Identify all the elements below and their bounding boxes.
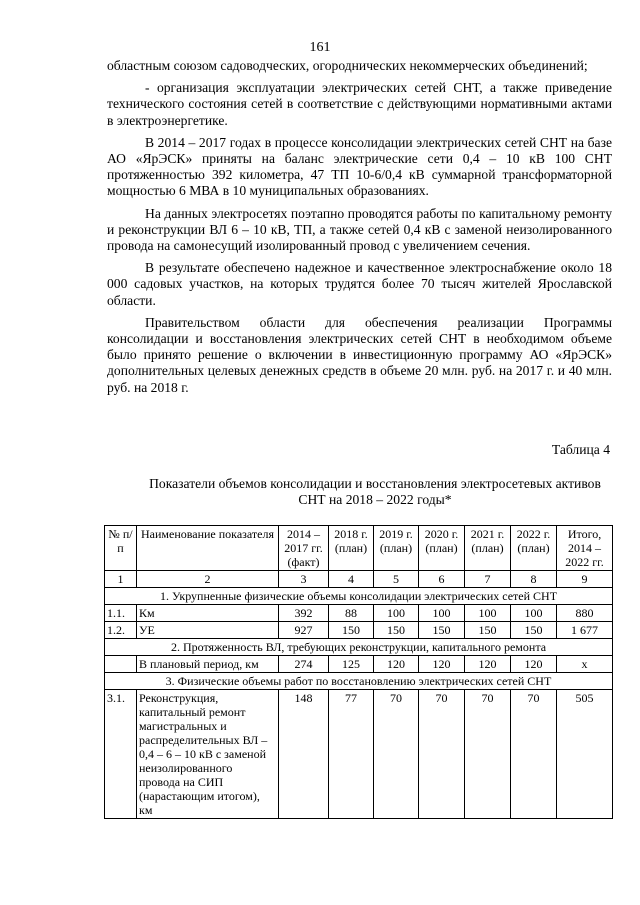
paragraph: В 2014 – 2017 годах в процессе консолидации электрических сетей СНТ на базе АО «ЯрЭСК» приняты на баланс электрические сети 0,4 – 10 кВ 100 СНТ протяженностью 392 километра, 47 ТП 10-6/0,4 кВ суммарной трансформаторной мощностью 6 МВА в 10 муниципальных образованиях. (107, 134, 612, 199)
table-row (105, 622, 613, 639)
header-cell: Итого, 2014 – 2022 гг. (557, 526, 613, 571)
table-cell: 150 (329, 622, 374, 639)
table-cell: 150 (374, 622, 419, 639)
paragraph: На данных электросетях поэтапно проводятся работы по капитальному ремонту и реконструкции ВЛ 6 – 10 кВ, ТП, а также сетей 0,4 кВ с заменой неизолированного провода на самонесущий изолированный провод с увеличением сечения. (107, 205, 612, 254)
header-cell: 2019 г. (план) (374, 526, 419, 571)
table-cell: Км (137, 605, 279, 622)
table-cell: 148 (279, 690, 329, 819)
table-cell: 1 677 (557, 622, 613, 639)
table-cell: 70 (511, 690, 557, 819)
header-cell: Наименование показателя (137, 526, 279, 571)
header-cell: 2022 г. (план) (511, 526, 557, 571)
table-cell: 100 (465, 605, 511, 622)
paragraph: - организация эксплуатации электрических сетей СНТ, а также приведение технического состояния сетей в соответствие с действующими нормативными актами в электроэнергетике. (107, 80, 612, 128)
table-cell: 125 (329, 656, 374, 673)
table-row (105, 656, 613, 673)
table-cell: 1.2. (105, 622, 137, 639)
paragraph: Правительством области для обеспечения реализации Программы консолидации и восстановления электрических сетей СНТ в необходимом объеме было принято решение о включении в инвестиционную программу АО «ЯрЭСК» дополнительных целевых денежных средств в объеме 20 млн. руб. на 2017 г. и 40 млн. руб. на 2018 г. (107, 314, 612, 395)
indicators-table (104, 525, 613, 819)
table-cell: 392 (279, 605, 329, 622)
column-number: 3 (279, 571, 329, 588)
header-cell: 2021 г. (план) (465, 526, 511, 571)
table-cell: х (557, 656, 613, 673)
table-cell: 150 (419, 622, 465, 639)
header-cell: 2018 г. (план) (329, 526, 374, 571)
header-cell: 2014 – 2017 гг. (факт) (279, 526, 329, 571)
table-cell: 120 (465, 656, 511, 673)
table-cell: 880 (557, 605, 613, 622)
table-cell: 1.1. (105, 605, 137, 622)
column-number: 5 (374, 571, 419, 588)
table-cell: 70 (374, 690, 419, 819)
paragraph: областным союзом садоводческих, огороднических некоммерческих объединений; (107, 58, 588, 73)
column-number: 2 (137, 571, 279, 588)
table-cell: УЕ (137, 622, 279, 639)
table-cell: В плановый период, км (137, 656, 279, 673)
header-cell: 2020 г. (план) (419, 526, 465, 571)
table-cell: 3.1. (105, 690, 137, 819)
table-cell: 120 (374, 656, 419, 673)
table-cell: 927 (279, 622, 329, 639)
table-cell: 100 (511, 605, 557, 622)
table-cell: 274 (279, 656, 329, 673)
column-number: 9 (557, 571, 613, 588)
paragraph: В результате обеспечено надежное и качественное электроснабжение около 18 000 садовых участков, на которых трудятся более 70 тысяч жителей Ярославской области. (107, 260, 612, 308)
column-number: 8 (511, 571, 557, 588)
table-cell: 70 (465, 690, 511, 819)
table-cell: 100 (419, 605, 465, 622)
table-cell: 88 (329, 605, 374, 622)
table-cell: 100 (374, 605, 419, 622)
table-cell: 120 (511, 656, 557, 673)
page-number: 161 (309, 40, 331, 55)
section-heading: 2. Протяженность ВЛ, требующих реконструкции, капитального ремонта (105, 639, 613, 656)
table-cell: 70 (419, 690, 465, 819)
table-cell: 505 (557, 690, 613, 819)
table-row (105, 690, 613, 819)
column-number: 6 (419, 571, 465, 588)
body-text (107, 58, 612, 402)
section-row (105, 639, 613, 656)
table-title: Показатели объемов консолидации и восстановления электросетевых активов СНТ на 2018 – 2022 годы* (149, 476, 601, 507)
table-cell: 150 (511, 622, 557, 639)
table-header-row (105, 526, 613, 571)
table-cell: Реконструкция, капитальный ремонт магистральных и распределительных ВЛ – 0,4 – 6 – 10 кВ с заменой неизолированного провода на СИП (нарастающим итогом), км (137, 690, 279, 819)
table-cell (105, 656, 137, 673)
column-number: 7 (465, 571, 511, 588)
column-number: 1 (105, 571, 137, 588)
section-row (105, 588, 613, 605)
section-heading: 3. Физические объемы работ по восстановлению электрических сетей СНТ (105, 673, 613, 690)
table-row (105, 605, 613, 622)
section-row (105, 673, 613, 690)
column-number: 4 (329, 571, 374, 588)
table-cell: 150 (465, 622, 511, 639)
section-heading: 1. Укрупненные физические объемы консолидации электрических сетей СНТ (105, 588, 613, 605)
column-number-row (105, 571, 613, 588)
header-cell: № п/п (105, 526, 137, 571)
table-label: Таблица 4 (551, 442, 610, 457)
table-cell: 120 (419, 656, 465, 673)
table-cell: 77 (329, 690, 374, 819)
